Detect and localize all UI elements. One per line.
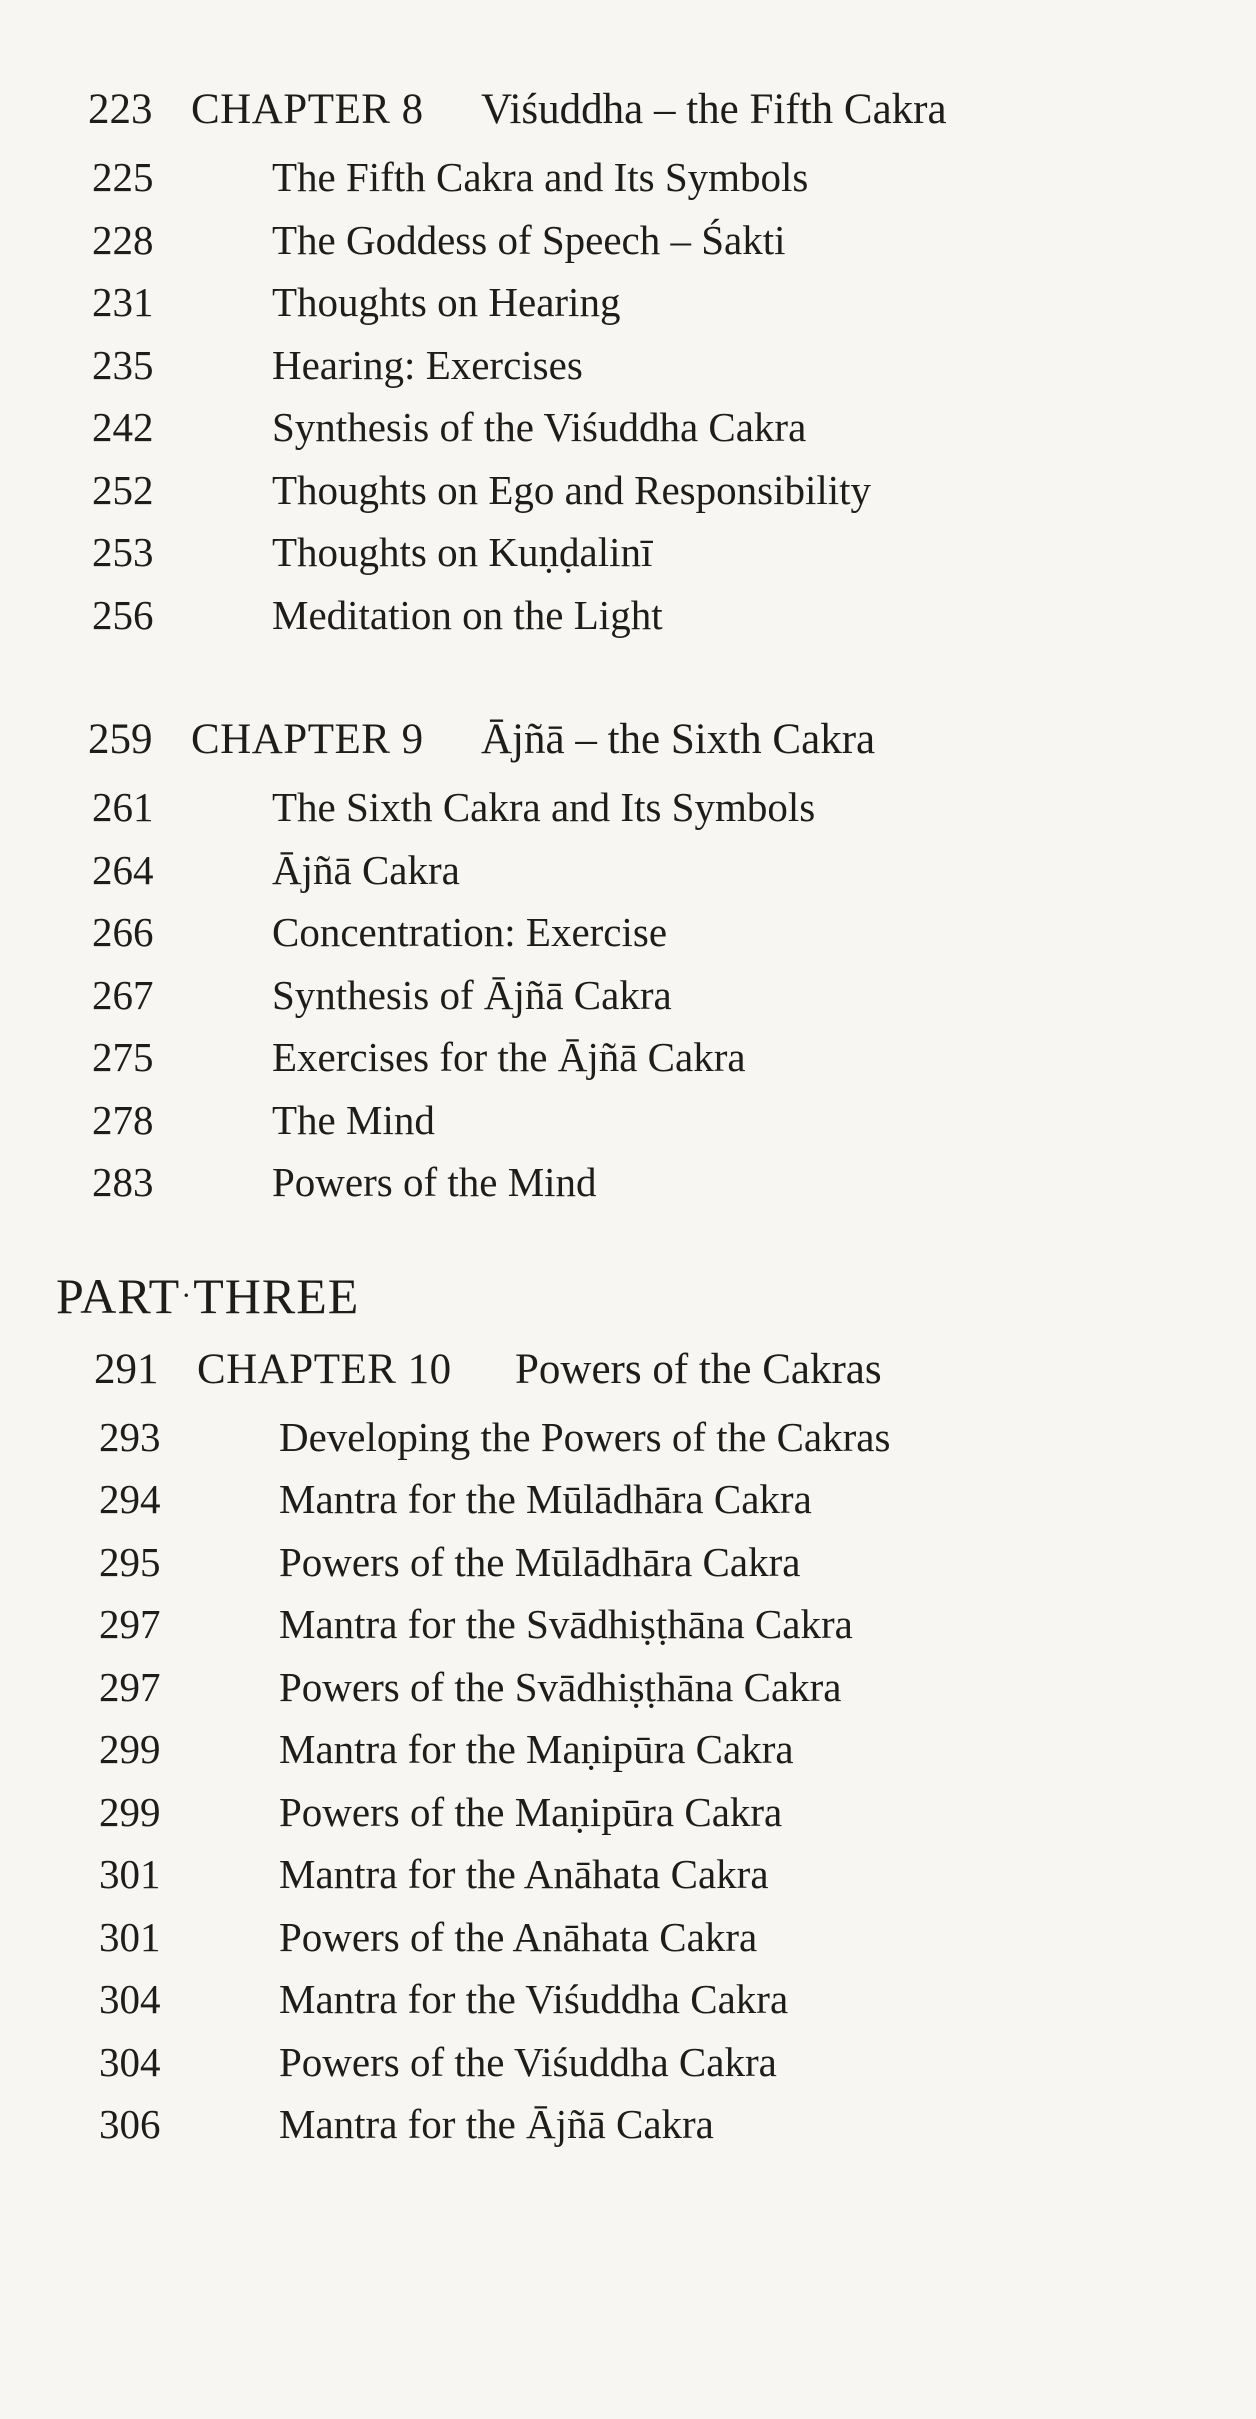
toc-entry bbox=[0, 1593, 1256, 1656]
chapter-page-number: 223 bbox=[88, 86, 153, 133]
entry-page-number: 283 bbox=[92, 1159, 154, 1205]
entry-title: The Fifth Cakra and Its Symbols bbox=[272, 154, 809, 200]
toc-entry bbox=[0, 521, 1256, 584]
chapter-9-block bbox=[0, 704, 1256, 1214]
entry-title: Mantra for the Anāhata Cakra bbox=[279, 1851, 769, 1897]
chapter-title: Viśuddha – the Fifth Cakra bbox=[481, 86, 947, 133]
toc-entry bbox=[0, 1718, 1256, 1781]
part-heading bbox=[0, 1258, 1256, 1334]
entry-title: Mantra for the Ājñā Cakra bbox=[279, 2101, 714, 2147]
entry-page-number: 295 bbox=[99, 1538, 161, 1585]
toc-entry bbox=[0, 1026, 1256, 1089]
entry-page-number: 304 bbox=[99, 2038, 161, 2085]
entry-title: Mantra for the Viśuddha Cakra bbox=[279, 1976, 789, 2022]
entry-title: Synthesis of Ājñā Cakra bbox=[272, 971, 672, 1018]
toc-entry bbox=[0, 1906, 1256, 1969]
toc-entry bbox=[0, 1406, 1256, 1469]
toc-entry bbox=[0, 334, 1256, 397]
toc-entry bbox=[0, 1656, 1256, 1719]
entry-title: Thoughts on Kuṇḍalinī bbox=[272, 529, 653, 575]
toc-entry bbox=[0, 1468, 1256, 1531]
entry-page-number: 228 bbox=[92, 216, 154, 263]
chapter-label: CHAPTER 10 bbox=[197, 1345, 452, 1393]
entry-title: Powers of the Anāhata Cakra bbox=[279, 1913, 758, 1960]
chapter-title: Powers of the Cakras bbox=[515, 1345, 882, 1393]
entry-page-number: 294 bbox=[99, 1476, 161, 1522]
entry-title: Developing the Powers of the Cakras bbox=[279, 1413, 891, 1460]
part-heading-word: PART bbox=[56, 1267, 181, 1324]
toc-entry bbox=[0, 271, 1256, 334]
entry-page-number: 304 bbox=[99, 1976, 161, 2022]
entry-title: Synthesis of the Viśuddha Cakra bbox=[272, 404, 807, 450]
entry-title: Mantra for the Svādhiṣṭhāna Cakra bbox=[279, 1601, 853, 1647]
toc-entry bbox=[0, 146, 1256, 209]
part-heading-separator: · bbox=[181, 1278, 193, 1312]
entry-title: Meditation on the Light bbox=[272, 591, 663, 638]
entry-title: Thoughts on Hearing bbox=[272, 279, 621, 325]
chapter-label: CHAPTER 8 bbox=[191, 86, 424, 133]
toc-entry bbox=[0, 1968, 1256, 2031]
entry-title: The Mind bbox=[272, 1096, 435, 1143]
toc-entry bbox=[0, 1781, 1256, 1844]
entry-page-number: 253 bbox=[92, 529, 154, 575]
entry-page-number: 275 bbox=[92, 1034, 154, 1080]
entry-title: Powers of the Viśuddha Cakra bbox=[279, 2038, 777, 2085]
chapter-heading bbox=[0, 704, 1256, 776]
chapter-heading bbox=[0, 74, 1256, 146]
part-heading-number: THREE bbox=[193, 1267, 360, 1324]
entry-page-number: 278 bbox=[92, 1096, 154, 1143]
toc-entry bbox=[0, 901, 1256, 964]
chapter-label: CHAPTER 9 bbox=[191, 716, 424, 763]
toc-entry bbox=[0, 2093, 1256, 2156]
toc-entry bbox=[0, 459, 1256, 522]
entry-page-number: 297 bbox=[99, 1601, 161, 1647]
toc-entry bbox=[0, 1531, 1256, 1594]
entry-title: The Sixth Cakra and Its Symbols bbox=[272, 784, 816, 830]
entry-page-number: 252 bbox=[92, 466, 154, 513]
entry-page-number: 301 bbox=[99, 1851, 161, 1897]
entry-title: Thoughts on Ego and Responsibility bbox=[272, 466, 872, 513]
entry-page-number: 297 bbox=[99, 1663, 161, 1710]
entry-page-number: 264 bbox=[92, 846, 154, 893]
entry-title: Powers of the Mind bbox=[272, 1159, 597, 1205]
entry-page-number: 299 bbox=[99, 1788, 161, 1835]
toc-entry bbox=[0, 209, 1256, 272]
toc-entry bbox=[0, 776, 1256, 839]
entry-page-number: 267 bbox=[92, 971, 154, 1018]
entry-title: Powers of the Svādhiṣṭhāna Cakra bbox=[279, 1663, 842, 1710]
toc-entry bbox=[0, 1089, 1256, 1152]
entry-title: Concentration: Exercise bbox=[272, 909, 668, 955]
entry-title: Powers of the Mūlādhāra Cakra bbox=[279, 1538, 801, 1585]
entry-page-number: 293 bbox=[99, 1413, 161, 1460]
entry-page-number: 306 bbox=[99, 2101, 161, 2147]
entry-page-number: 266 bbox=[92, 909, 154, 955]
toc-entry bbox=[0, 1843, 1256, 1906]
toc-entry bbox=[0, 964, 1256, 1027]
chapter-8-block bbox=[0, 74, 1256, 646]
entry-title: The Goddess of Speech – Śakti bbox=[272, 216, 786, 263]
chapter-title: Ājñā – the Sixth Cakra bbox=[481, 716, 876, 763]
entry-title: Powers of the Maṇipūra Cakra bbox=[279, 1788, 783, 1835]
entry-title: Mantra for the Mūlādhāra Cakra bbox=[279, 1476, 812, 1522]
toc-entry bbox=[0, 2031, 1256, 2094]
entry-page-number: 242 bbox=[92, 404, 154, 450]
entry-page-number: 256 bbox=[92, 591, 154, 638]
toc-entry bbox=[0, 839, 1256, 902]
entry-title: Ājñā Cakra bbox=[272, 846, 460, 893]
entry-title: Exercises for the Ājñā Cakra bbox=[272, 1034, 746, 1080]
entry-page-number: 301 bbox=[99, 1913, 161, 1960]
toc-entry bbox=[0, 1151, 1256, 1214]
entry-title: Hearing: Exercises bbox=[272, 341, 583, 388]
entry-page-number: 225 bbox=[92, 154, 154, 200]
entry-page-number: 231 bbox=[92, 279, 154, 325]
entry-title: Mantra for the Maṇipūra Cakra bbox=[279, 1726, 794, 1772]
toc-entry bbox=[0, 396, 1256, 459]
entry-page-number: 235 bbox=[92, 341, 154, 388]
entry-page-number: 261 bbox=[92, 784, 154, 830]
chapter-page-number: 259 bbox=[88, 716, 153, 763]
chapter-10-block bbox=[0, 1334, 1256, 2156]
chapter-page-number: 291 bbox=[94, 1345, 159, 1393]
entry-page-number: 299 bbox=[99, 1726, 161, 1772]
toc-entry bbox=[0, 584, 1256, 647]
chapter-heading bbox=[0, 1334, 1256, 1406]
